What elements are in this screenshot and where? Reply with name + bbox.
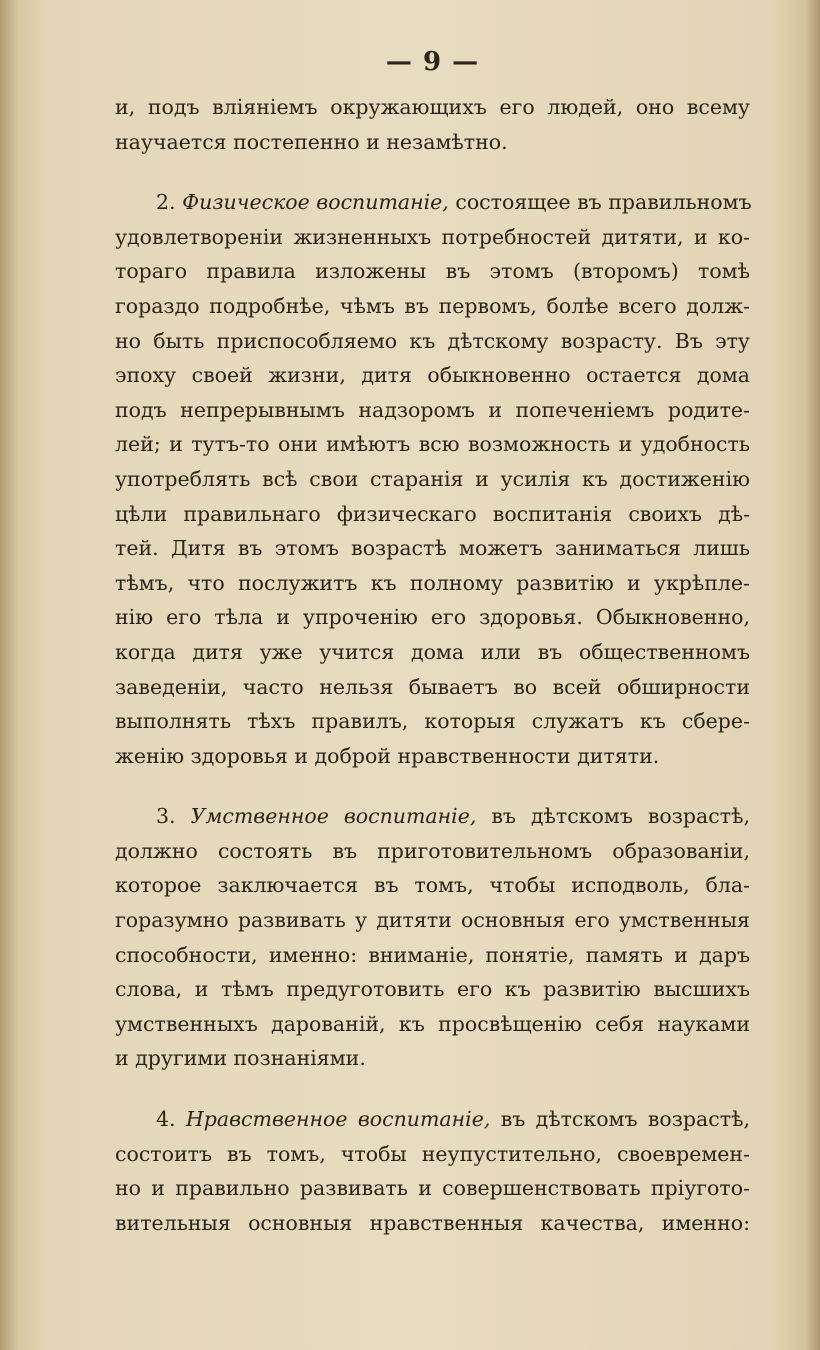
text-line: выполнять тѣхъ правилъ, которыя служатъ къ сбере- [115,709,750,734]
text-line: слова, и тѣмъ предуготовить его къ развитію высшихъ [115,977,750,1002]
paragraph-term: Физическое воспитаніе, [182,190,449,215]
text-line: лей; и тутъ-то они имѣютъ всю возможность и удобность [115,432,750,457]
paragraph-first-line [115,799,750,834]
text-line: которое заключается въ томъ, чтобы исподволь, бла- [115,873,750,898]
text-line: научается постепенно и незамѣтно. [115,129,508,154]
text-line: вительныя основныя нравственныя качества, именно: [115,1210,750,1235]
text-line: но и правильно развивать и совершенствовать пріугото- [115,1176,750,1201]
text-line: заведеніи, часто нельзя бываетъ во всей обширности [115,674,750,699]
text-line: удовлетвореніи жизненныхъ потребностей дитяти, и ко- [115,224,750,249]
page-edge-shadow [806,0,820,1350]
paragraph-term: Нравственное воспитаніе, [185,1107,491,1132]
spine-shadow [0,0,18,1350]
text-line: и другими познаніями. [115,1046,366,1071]
text-line: женію здоровья и доброй нравственности дитяти. [115,743,660,768]
paragraph-first-line [115,185,750,220]
text-line: гораздо подробнѣе, чѣмъ въ первомъ, болѣе всего долж- [115,293,750,318]
text-line: но быть приспособляемо къ дѣтскому возрасту. Въ эту [115,328,750,353]
paragraph-4 [115,1102,750,1240]
paragraph-number: 3. [156,804,176,829]
text-line: тѣмъ, что послужитъ къ полному развитію и укрѣпле- [115,570,750,595]
text-line: тей. Дитя въ этомъ возрастѣ можетъ заниматься лишь [115,536,750,561]
paragraph-2 [115,185,750,773]
paragraph-3 [115,799,750,1076]
text-line: и, подъ вліяніемъ окружающихъ его людей, оно всему [115,95,750,119]
text-block [115,40,750,1240]
text-line: состоитъ въ томъ, чтобы неупустительно, своевремен- [115,1141,750,1166]
text-line: тораго правила изложены въ этомъ (второмъ) томѣ [115,259,750,284]
paragraph-term: Умственное воспитаніе, [190,804,477,829]
text-line: должно состоять въ приготовительномъ образованіи, [115,838,750,863]
text-line: употреблять всѣ свои старанія и усилія къ достиженію [115,466,750,491]
paragraph-first-rest: въ дѣтскомъ возрастѣ, [491,804,750,829]
text-line: нію его тѣла и упроченію его здоровья. Обыкновенно, [115,605,750,630]
text-line: горазумно развивать у дитяти основныя его умственныя [115,908,750,933]
text-line: эпоху своей жизни, дитя обыкновенно остается дома [115,363,750,388]
paragraph-1 [115,90,750,159]
text-line: умственныхъ дарованій, къ просвѣщенію себя науками [115,1011,750,1036]
text-line: когда дитя уже учится дома или въ общественномъ [115,639,750,664]
page-number: — 9 — [385,47,480,77]
paragraph-number: 4. [156,1107,176,1132]
text-line: цѣли правильнаго физическаго воспитанія своихъ дѣ- [115,501,750,526]
paragraph-first-rest: въ дѣтскомъ возрастѣ, [500,1107,750,1132]
text-line: подъ непрерывнымъ надзоромъ и попеченіемъ родите- [115,397,750,422]
paragraph-number: 2. [156,190,176,215]
paragraph-first-rest: состоящее въ правильномъ [455,190,752,215]
paragraph-first-line [115,1102,750,1137]
text-line: способности, именно: вниманіе, понятіе, память и даръ [115,942,750,967]
